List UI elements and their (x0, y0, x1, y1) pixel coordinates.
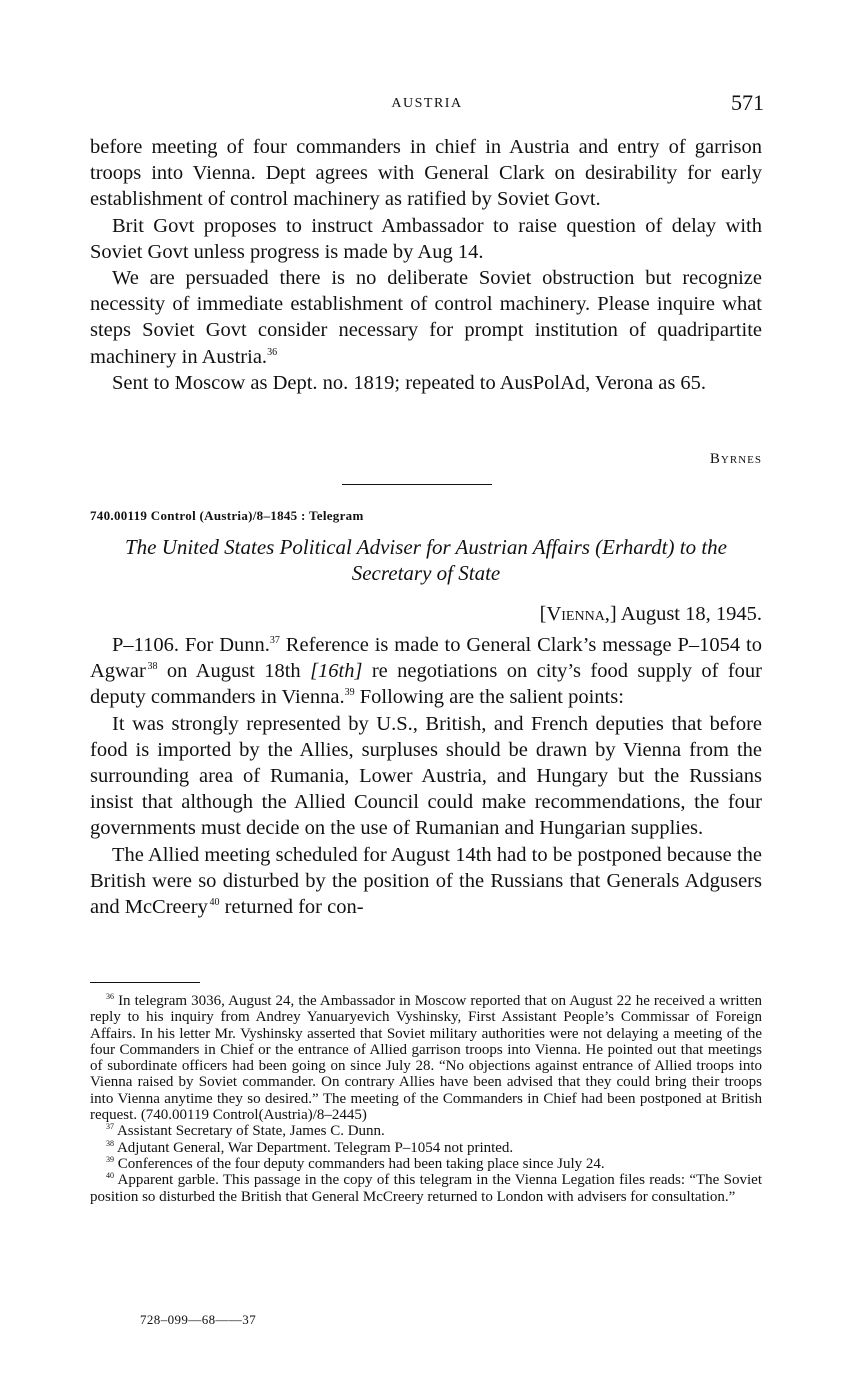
document-title: The United States Political Adviser for Austrian Affairs (Erhardt) to the Secretary of State (125, 535, 727, 585)
footnote-text: Assistant Secretary of State, James C. Dunn. (116, 1123, 385, 1140)
footnotes (90, 993, 762, 1205)
paragraph (90, 842, 762, 921)
footnote-divider (90, 982, 200, 983)
footnote-text: Apparent garble. This passage in the copy of this telegram in the Vienna Legation files reads: “The Soviet position so disturbed the British that General McCreery returned to London with advisers for consultation.” (90, 1172, 762, 1205)
text-run: Reference is made to General Clark’s message P–1054 to Agwar (90, 634, 762, 683)
footnote (90, 1140, 762, 1156)
editorial-correction: [16th] (310, 660, 363, 683)
footnote-text: Adjutant General, War Department. Telegram P–1054 not printed. (116, 1139, 514, 1156)
telegram-text (90, 632, 762, 920)
footnote (90, 1123, 762, 1139)
text-run: Following are the salient points: (354, 686, 624, 709)
paragraph (90, 632, 762, 711)
footnote-ref: 38 (147, 661, 158, 673)
footnote-ref: 39 (344, 687, 355, 699)
print-code: 728–099—68——37 (140, 1312, 257, 1327)
footnote (90, 1172, 762, 1205)
footnote-number: 39 (106, 1154, 114, 1164)
paragraph (90, 265, 762, 370)
text-run: P–1106. For Dunn. (112, 634, 270, 656)
paragraph: before meeting of four commanders in chief in Austria and entry of garrison troops into Vienna. Dept agrees with General Clark on desirability for early establishment of control machinery as ratified by Soviet Govt. (90, 136, 762, 211)
footnote-number: 37 (106, 1122, 114, 1132)
paragraph: Brit Govt proposes to instruct Ambassador to raise question of delay with Soviet Govt unless progress is made by Aug 14. (90, 214, 762, 263)
text-run: re negotiations on city’s food supply of four deputy commanders in Vienna. (90, 660, 762, 709)
running-title: AUSTRIA (391, 96, 463, 111)
footnote-text: Conferences of the four deputy commanders had been taking place since July 24. (117, 1155, 605, 1172)
section-divider (342, 484, 492, 485)
footnote-text: In telegram 3036, August 24, the Ambassador in Moscow reported that on August 22 he received a written reply to his inquiry from Andrey Yanuaryevich Vyshinsky, First Assistant People’s Commissar of Foreign Affairs. In his letter Mr. Vyshinsky asserted that Soviet military authorities were not delaying a meeting of the four Commanders in Chief or the entrance of Allied garrison troops into Vienna. He pointed out that meetings of subordinate officers had been going on since July 28. “No objections against entrance of Allied troops into Vienna raised by Soviet commander. On contrary Allies have been advised that they could bring their troops into Vienna anytime they so desired.” The meeting of the Commanders in Chief had been postponed at British request. (740.00119 Control(Austria)/8–2445) (90, 993, 762, 1124)
text-run: returned for con- (219, 896, 364, 919)
running-head (90, 92, 764, 116)
footnote-number: 38 (106, 1138, 114, 1148)
footnote (90, 1156, 762, 1172)
footnote-ref: 37 (269, 635, 280, 647)
footnote (90, 993, 762, 1123)
continuation-text (90, 134, 762, 396)
dateline (540, 603, 762, 626)
paragraph: It was strongly represented by U.S., British, and French deputies that before food is imported by the Allies, surpluses should be drawn by Vienna from the surrounding area of Rumania, Lower Austria, and Hungary but the Russians insist that although the Allied Council could make recommendations, the four governments must decide on the use of Rumanian and Hungarian supplies. (90, 712, 762, 840)
file-reference: 740.00119 Control (Austria)/8–1845 : Telegram (90, 508, 364, 523)
page-number: 571 (731, 90, 764, 115)
dateline-date: August 18, 1945. (620, 603, 762, 625)
paragraph: Sent to Moscow as Dept. no. 1819; repeated to AusPolAd, Verona as 65. (112, 371, 707, 394)
footnote-ref: 36 (267, 346, 278, 358)
text-run: The Allied meeting scheduled for August 14th had to be postponed because the British were so disturbed by the position of the Russians that Generals Adgusers and McCreery (90, 843, 762, 919)
paragraph-text: We are persuaded there is no deliberate Soviet obstruction but recognize necessity of immediate establishment of control machinery. Please inquire what steps Soviet Govt consider necessary for prompt institution of quadripartite machinery in Austria. (90, 267, 762, 368)
footnote-number: 36 (106, 992, 114, 1001)
signature: Byrnes (709, 451, 762, 467)
footnote-ref: 40 (209, 897, 220, 909)
text-run: on August 18th (157, 660, 311, 683)
dateline-place: [Vienna,] (539, 603, 617, 625)
footnote-number: 40 (106, 1171, 114, 1181)
